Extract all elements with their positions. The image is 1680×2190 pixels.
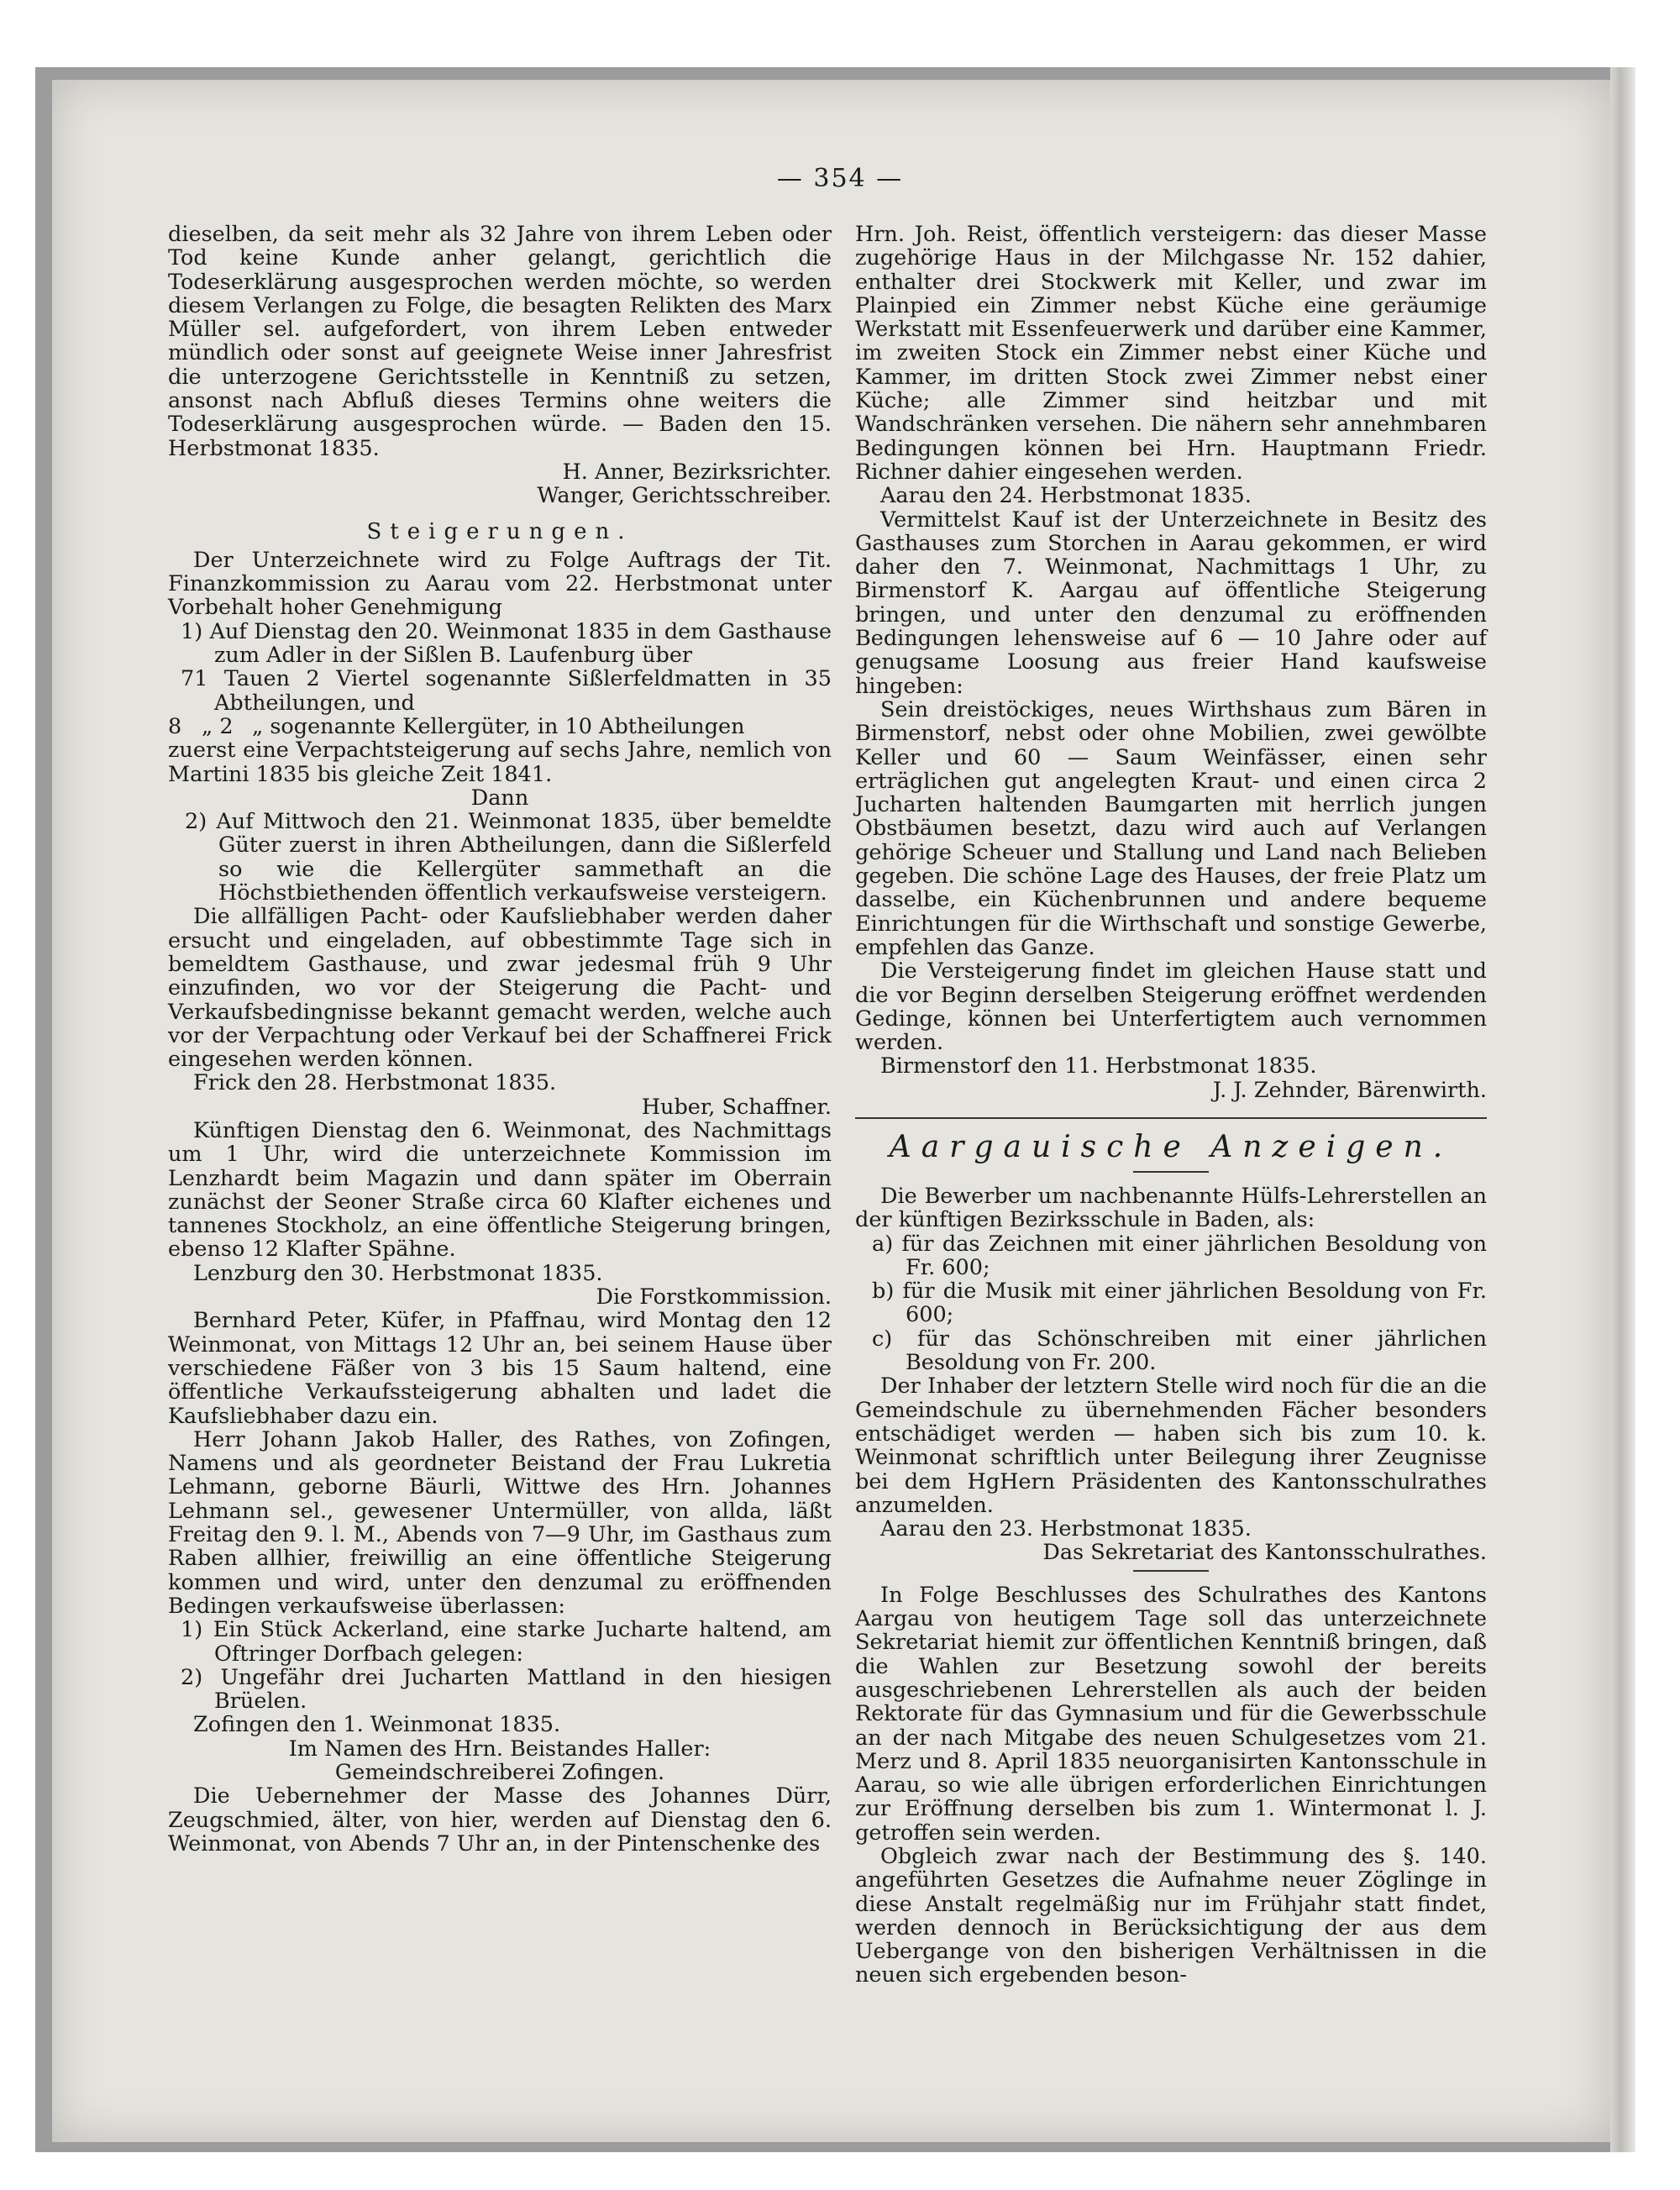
paragraph: zuerst eine Verpachtsteigerung auf sechs Jahre, nemlich von Martini 1835 bis gleiche Zeit 1841. xyxy=(168,738,832,787)
date-line: Aarau den 24. Herbstmonat 1835. xyxy=(880,483,1252,509)
date-line: Zofingen den 1. Weinmonat 1835. xyxy=(193,1712,561,1738)
list-item: 1) Auf Dienstag den 20. Weinmonat 1835 in dem Gasthause zum Adler in der Sißlen B. Laufenburg über xyxy=(181,618,832,669)
paragraph: In Folge Beschlusses des Schulrathes des Kantons Aargau von heutigem Tage soll das unterzeichnete Sekretariat hiemit zur öffentlichen Kenntniß bringen, daß die Wahlen zur Besetzung sowohl der bereits ausgeschriebenen Lehrerstellen als auch der beiden Rektorate für das Gymnasium und für die Gewerbsschule an der nach Mitgabe des neuen Schulgesetzes vom 21. Merz und 8. April 1835 neuorganisirten Kantonsschule in Aarau, so wie alle übrigen erforderlichen Einrichtungen zur Eröffnung derselben bis zum 1. Wintermonat l. J. getroffen sein werden. xyxy=(855,1582,1487,1846)
date-line: Lenzburg den 30. Herbstmonat 1835. xyxy=(193,1260,603,1286)
table-cell: 8 xyxy=(168,713,182,739)
signature: H. Anner, Bezirksrichter. xyxy=(562,459,832,485)
paragraph: dieselben, da seit mehr als 32 Jahre von ihrem Leben oder Tod keine Kunde anher gelangt, gerichtlich die Todeserklärung ausgesprochen werden möchte, so werden diesem Verlangen zu Folge, die besagten Relikten des Marx Müller sel. aufgefordert, von ihrem Leben entweder mündlich oder sonst auf geeignete Weise inner Jahresfrist die unterzogene Gerichtsstelle in Kenntniß zu setzen, ansonst nach Abfluß dieses Termins ohne weiters die Todeserklärung ausgesprochen würde. — Baden den 15. Herbstmonat 1835. xyxy=(168,222,832,461)
table-cell: „ 2 xyxy=(202,713,234,739)
paragraph: Die Versteigerung findet im gleichen Hause statt und die vor Beginn derselben Steigerung eröffnet werdenden Gedinge, können bei Unterfertigtem auch vernommen werden. xyxy=(855,958,1487,1056)
table-cell: „ sogenannte Kellergüter, in 10 Abtheilungen xyxy=(252,713,745,739)
list-item: 71 Tauen 2 Viertel sogenannte Sißlerfeldmatten in 35 Abtheilungen, und xyxy=(181,666,832,716)
list-item: 1) Ein Stück Ackerland, eine starke Jucharte haltend, am Oftringer Dorfbach gelegen: xyxy=(181,1617,832,1667)
date-line: Birmenstorf den 11. Herbstmonat 1835. xyxy=(880,1053,1317,1079)
paragraph: Hrn. Joh. Reist, öffentlich versteigern: das dieser Masse zugehörige Haus in der Milchgasse Nr. 152 dahier, enthalter drei Stockwerk mit Keller, und zwar im Plainpied ein Zimmer nebst Küche eine geräumige Werkstatt mit Essenfeuerwerk und darüber eine Kammer, im zweiten Stock ein Zimmer nebst einer Küche und Kammer, im dritten Stock zwei Zimmer nebst einer Küche; alle Zimmer sind heitzbar und mit Wandschränken versehen. Die nähern sehr annehmbaren Bedingungen können bei Hrn. Hauptmann Friedr. Richner dahier eingesehen werden. xyxy=(855,222,1487,485)
paragraph: Obgleich zwar nach der Bestimmung des §. 140. angeführten Gesetzes die Aufnahme neuer Zöglinge in diese Anstalt regelmäßig nur im Frühjahr statt findet, werden dennoch in Berücksichtigung der aus dem Uebergange von den bisherigen Verhältnissen in die neuen sich ergebenden beson- xyxy=(855,1844,1487,1988)
paragraph: Sein dreistöckiges, neues Wirthshaus zum Bären in Birmenstorf, nebst oder ohne Mobilien, zwei gewölbte Keller und 60 — Saum Weinfässer, einen sehr erträglichen gut angelegten Kraut- und einen circa 2 Jucharten haltenden Baumgarten mit herrlich jungen Obstbäumen besetzt, dazu wird auch auf Verlangen gehörige Scheuer und Stallung und Land nach Belieben gegeben. Die schöne Lage des Hauses, der freie Platz um dasselbe, ein Küchenbrunnen und andere bequeme Einrichtungen für die Wirthschaft und sonstige Gewerbe, empfehlen das Ganze. xyxy=(855,696,1487,960)
paragraph: Vermittelst Kauf ist der Unterzeichnete in Besitz des Gasthauses zum Storchen in Aarau gekommen, er wird daher den 7. Weinmonat, Nachmittags 1 Uhr, zu Birmenstorf K. Aargau auf öffentliche Steigerung bringen, und unter den denzumal zu eröffnenden Bedingungen lehensweise auf 6 — 10 Jahre oder auf genugsame Loosung aus freier Hand kaufsweise hingeben: xyxy=(855,507,1487,699)
table-row xyxy=(168,715,832,738)
left-column xyxy=(168,223,832,1856)
signature: Im Namen des Hrn. Beistandes Haller: xyxy=(288,1736,711,1762)
paragraph: Der Inhaber der letztern Stelle wird noch für die an die Gemeindschule zu übernehmenden Fächer besonders entschädiget werden — haben sich bis zum 10. k. Weinmonat schriftlich unter Beilegung ihrer Zeugnisse bei dem HgHern Präsidenten des Kantonsschulrathes anzumelden. xyxy=(855,1373,1487,1518)
list-item: a) für das Zeichnen mit einer jährlichen Besoldung von Fr. 600; xyxy=(872,1231,1487,1280)
divider xyxy=(855,1117,1487,1119)
signature: Das Sekretariat des Kantonsschulrathes. xyxy=(1042,1540,1487,1566)
signature: Gemeindschreiberei Zofingen. xyxy=(334,1760,665,1785)
divider xyxy=(1133,1570,1209,1572)
section-heading-steigerungen: Steigerungen. xyxy=(366,518,633,544)
signature: Die Forstkommission. xyxy=(596,1284,832,1310)
list-item: 2) Auf Mittwoch den 21. Weinmonat 1835, über bemeldte Güter zuerst in ihren Abtheilungen, dann die Sißlerfeld so wie die Kellergüter sammethaft an die Höchstbiethenden öffentlich verkaufsweise versteigern. xyxy=(185,809,832,906)
right-column xyxy=(855,223,1487,1988)
paragraph: Der Unterzeichnete wird zu Folge Auftrags der Tit. Finanzkommission zu Aarau vom 22. Herbstmonat unter Vorbehalt hoher Genehmigung xyxy=(168,547,832,621)
list-item: 2) Ungefähr drei Jucharten Mattland in den hiesigen Brüelen. xyxy=(181,1664,832,1715)
signature: J. J. Zehnder, Bärenwirth. xyxy=(1212,1077,1487,1103)
date-line: Aarau den 23. Herbstmonat 1835. xyxy=(880,1516,1252,1542)
page-number: — 354 — xyxy=(776,164,904,193)
section-heading-aargauische-anzeigen: Aargauische Anzeigen. xyxy=(889,1129,1453,1164)
list-item: b) für die Musik mit einer jährlichen Besoldung von Fr. 600; xyxy=(872,1279,1487,1328)
paragraph: Künftigen Dienstag den 6. Weinmonat, des Nachmittags um 1 Uhr, wird die unterzeichnete Kommission im Lenzhardt beim Magazin und dann später im Oberrain zunächst der Seoner Straße circa 60 Klafter eichenes und tannenes Stockholz, an eine öffentliche Steigerung bringen, ebenso 12 Klafter Spähne. xyxy=(168,1117,832,1263)
paragraph: Die Uebernehmer der Masse des Johannes Dürr, Zeugschmied, älter, von hier, werden auf Dienstag den 6. Weinmonat, von Abends 7 Uhr an, in der Pintenschenke des xyxy=(168,1783,832,1857)
subheading: Dann xyxy=(470,785,529,811)
paragraph: Bernhard Peter, Küfer, in Pfaffnau, wird Montag den 12 Weinmonat, von Mittags 12 Uhr an, bei seinem Hause über verschiedene Fäßer von 3 bis 15 Saum haltend, eine öffentliche Verkaufssteigerung abhalten und ladet die Kaufsliebhaber dazu ein. xyxy=(168,1308,832,1429)
divider xyxy=(1133,1171,1209,1173)
signature: Huber, Schaffner. xyxy=(641,1094,832,1120)
page-edge xyxy=(1610,67,1635,2152)
paragraph: Herr Johann Jakob Haller, des Rathes, von Zofingen, Namens und als geordneter Beistand der Frau Lukretia Lehmann, geborne Bäurli, Wittwe des Hrn. Johannes Lehmann sel., gewesener Untermüller, von allda, läßt Freitag den 9. l. M., Abends von 7—9 Uhr, im Gasthaus zum Raben allhier, freiwillig an eine öffentliche Steigerung kommen und wird, unter den denzumal zu eröffnenden Bedingen verkaufsweise überlassen: xyxy=(168,1426,832,1619)
date-line: Frick den 28. Herbstmonat 1835. xyxy=(193,1070,557,1096)
paragraph: Die allfälligen Pacht- oder Kaufsliebhaber werden daher ersucht und eingeladen, auf obbestimmte Tage sich in bemeldtem Gasthause, und zwar jedesmal früh 9 Uhr einzufinden, wo vor der Steigerung die Pacht- und Verkaufsbedingnisse bekannt gemacht werden, welche auch vor der Verpachtung oder Verkauf bei der Schaffnerei Frick eingesehen werden können. xyxy=(168,904,832,1073)
signature: Wanger, Gerichtsschreiber. xyxy=(537,483,832,509)
paragraph: Die Bewerber um nachbenannte Hülfs-Lehrerstellen an der künftigen Bezirksschule in Baden, als: xyxy=(855,1183,1487,1233)
list-item: c) für das Schönschreiben mit einer jährlichen Besoldung von Fr. 200. xyxy=(872,1326,1487,1376)
